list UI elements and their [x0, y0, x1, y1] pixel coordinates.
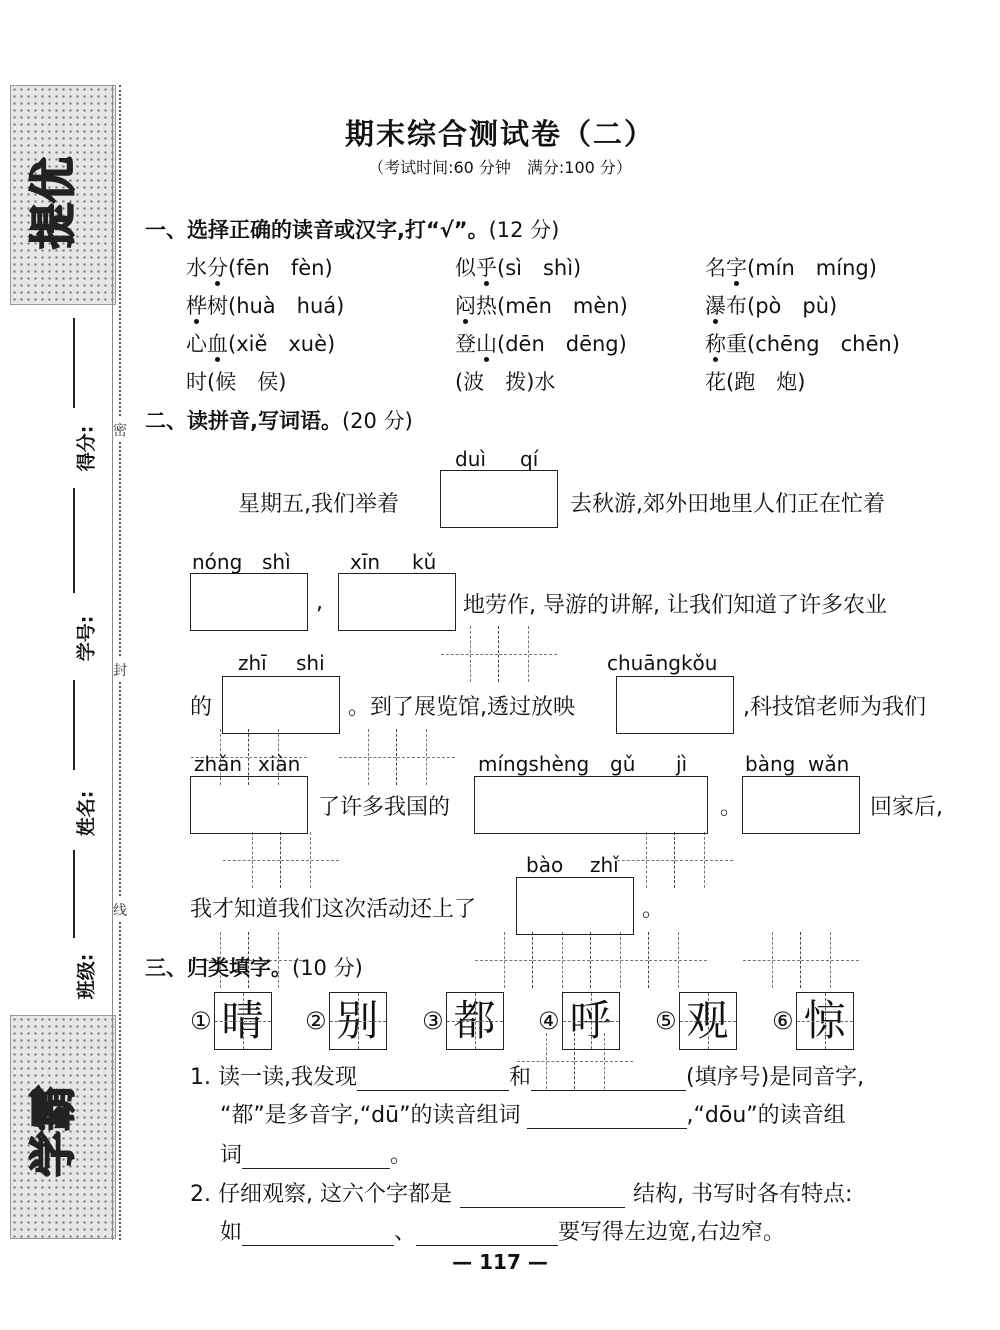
q2-text-c: 如: [220, 1220, 243, 1245]
item-text: 名: [705, 256, 726, 280]
dotted-char: 山: [476, 332, 497, 356]
answer-boxes-chuangkou[interactable]: [616, 676, 734, 734]
s2-text-9: 。: [720, 795, 743, 820]
dotted-char: 闷: [455, 294, 476, 318]
s2-text-5: 的: [190, 695, 213, 720]
item-text: (sì shì): [497, 256, 582, 280]
pinyin-zhi2: zhǐ: [590, 853, 619, 877]
pinyin-dui: duì: [455, 447, 486, 471]
q1-blank-4[interactable]: [242, 1146, 390, 1169]
q1-line3: [220, 1138, 412, 1169]
item-text: (跑 炮): [726, 370, 806, 394]
item-text: (xiě xuè): [228, 332, 336, 356]
char-item-4: [538, 990, 620, 1052]
section3-heading-text: 三、归类填字。: [145, 956, 292, 980]
answer-boxes-duiqi[interactable]: [440, 470, 558, 528]
section1-item[interactable]: [705, 328, 900, 358]
item-text: 树: [207, 294, 228, 318]
section3-points: (10 分): [292, 956, 363, 980]
q2-text-e: 要写得左边宽,右边窄。: [558, 1220, 786, 1245]
item-text: 登: [455, 332, 476, 356]
pinyin-mingsheng: míngshèng: [478, 752, 590, 776]
section1-item[interactable]: [455, 252, 581, 282]
pinyin-qi: qí: [520, 447, 539, 471]
dotted-char: 字: [726, 256, 747, 280]
char-item-3: [422, 990, 504, 1052]
char-box: 别: [329, 992, 387, 1050]
pinyin-ku: kǔ: [412, 550, 437, 574]
item-text: 水: [186, 256, 207, 280]
item-text: (mēn mèn): [497, 294, 628, 318]
char-number: ⑥: [772, 1007, 794, 1035]
seal-mark-xian: 线: [113, 898, 127, 922]
pinyin-ji: jì: [676, 752, 688, 776]
item-text: 心: [186, 332, 207, 356]
section1-item[interactable]: [455, 290, 628, 320]
s2-text-1: 星期五,我们举着: [238, 492, 399, 517]
section1-item[interactable]: [705, 252, 877, 282]
section1-item[interactable]: [186, 328, 335, 358]
q1-text-b: 和: [508, 1065, 531, 1090]
section1-heading: [145, 214, 559, 244]
char-item-2: [305, 990, 387, 1052]
s2-text-7: ,科技馆老师为我们: [743, 695, 926, 720]
q2-blank-3[interactable]: [416, 1223, 558, 1246]
char-number: ③: [422, 1007, 444, 1035]
pinyin-shi: shì: [262, 550, 291, 574]
section1-points: (12 分): [488, 218, 560, 242]
item-text: (huà huá): [228, 294, 345, 318]
seal-mark-mi: 密: [113, 418, 127, 442]
pinyin-bao: bào: [526, 853, 564, 877]
pinyin-shi2: shi: [296, 651, 325, 675]
item-text: 时: [186, 370, 207, 394]
q2-line1: [190, 1177, 852, 1208]
score-label: 得分:: [75, 425, 98, 472]
name-line[interactable]: [73, 680, 75, 770]
item-text: 似: [455, 256, 476, 280]
q1-text-a: 1. 读一读,我发现: [190, 1065, 357, 1090]
q1-blank-1[interactable]: [357, 1068, 509, 1091]
section2-heading-text: 二、读拼音,写词语。: [145, 409, 342, 433]
sidebar-top-word: 提优: [26, 157, 80, 249]
q2-blank-2[interactable]: [242, 1223, 394, 1246]
section1-item[interactable]: [705, 290, 837, 320]
char-number: ⑤: [655, 1007, 677, 1035]
score-line[interactable]: [73, 318, 75, 408]
char-box: 惊: [796, 992, 854, 1050]
pinyin-chuangkou: chuāngkǒu: [607, 651, 718, 675]
char-number: ④: [538, 1007, 560, 1035]
pinyin-zhi: zhī: [238, 651, 267, 675]
q2-text-a: 2. 仔细观察, 这六个字都是: [190, 1182, 452, 1207]
answer-boxes-zhishi[interactable]: [222, 676, 340, 734]
pinyin-xin: xīn: [350, 550, 381, 574]
item-text: 花: [705, 370, 726, 394]
student-id-label: 学号:: [75, 615, 98, 662]
item-text: (dēn dēng): [497, 332, 627, 356]
char-item-6: [772, 990, 854, 1052]
s2-text-4: 地劳作, 导游的讲解, 让我们知道了许多农业: [463, 593, 887, 618]
char-box: 观: [679, 992, 737, 1050]
item-text: 热: [476, 294, 497, 318]
q1-line2: [220, 1098, 846, 1129]
page-number: — 117 —: [452, 1250, 548, 1274]
q1-line1: [190, 1060, 864, 1091]
answer-boxes-baozhi[interactable]: [516, 877, 634, 935]
answer-boxes-nongshi[interactable]: [190, 573, 308, 631]
s2-text-10: 回家后,: [870, 795, 943, 820]
item-text: (mín míng): [747, 256, 877, 280]
q2-line2: [220, 1215, 785, 1246]
seal-mark-feng: 封: [113, 658, 127, 682]
answer-boxes-bangwan[interactable]: [742, 776, 860, 834]
class-line[interactable]: [73, 850, 75, 938]
q2-text-d: 、: [394, 1220, 417, 1245]
pinyin-bang: bàng: [745, 752, 796, 776]
item-text: (波 拨)水: [455, 370, 556, 394]
pinyin-zhan: zhǎn: [194, 752, 243, 776]
s2-text-3: ,: [316, 590, 323, 615]
pinyin-gu: gǔ: [610, 752, 636, 776]
pinyin-nong: nóng: [192, 550, 243, 574]
char-item-1: [190, 990, 272, 1052]
s2-text-11: 我才知道我们这次活动还上了: [190, 897, 477, 922]
char-number: ①: [190, 1007, 212, 1035]
char-box: 呼: [562, 992, 620, 1050]
char-box: 晴: [214, 992, 272, 1050]
s2-text-2: 去秋游,郊外田地里人们正在忙着: [570, 492, 885, 517]
section1-heading-text: 一、选择正确的读音或汉字,打“√”。: [145, 218, 489, 242]
dotted-char: 乎: [476, 256, 497, 280]
name-label: 姓名:: [75, 790, 98, 837]
section3-heading: [145, 952, 363, 982]
answer-boxes-mingshengguji[interactable]: [474, 776, 708, 834]
item-text: (fēn fèn): [228, 256, 333, 280]
section1-item[interactable]: [186, 366, 286, 396]
pinyin-wan: wǎn: [808, 752, 850, 776]
item-text: (候 侯): [207, 370, 287, 394]
dotted-char: 血: [207, 332, 228, 356]
section1-item[interactable]: [186, 290, 344, 320]
item-text: 布: [726, 294, 747, 318]
dotted-char: 称: [705, 332, 726, 356]
q1-blank-3[interactable]: [527, 1106, 687, 1129]
char-item-5: [655, 990, 737, 1052]
page-title: 期末综合测试卷（二）: [344, 117, 655, 151]
section2-heading: [145, 405, 413, 435]
dotted-char: 桦: [186, 294, 207, 318]
item-text: (chēng chēn): [747, 332, 900, 356]
sidebar-bottom-word: 学霸: [26, 1085, 80, 1177]
char-number: ②: [305, 1007, 327, 1035]
section1-item[interactable]: [186, 252, 333, 282]
q1-text-f: 词: [220, 1143, 243, 1168]
answer-boxes-xinku[interactable]: [338, 573, 456, 631]
q1-text-e: ,“dōu”的读音组: [686, 1103, 846, 1128]
s2-text-6: 。到了展览馆,透过放映: [348, 695, 575, 720]
q1-text-d: “都”是多音字,“dū”的读音组词: [220, 1103, 521, 1128]
item-text: 重: [726, 332, 747, 356]
q2-text-b: 结构, 书写时各有特点:: [632, 1182, 853, 1207]
pinyin-xian: xiàn: [258, 752, 301, 776]
student-id-line[interactable]: [73, 488, 75, 593]
class-label: 班级:: [75, 953, 98, 1000]
section1-item[interactable]: [705, 366, 805, 396]
q1-text-g: 。: [390, 1143, 413, 1168]
item-text: (pò pù): [747, 294, 838, 318]
q1-text-c: (填序号)是同音字,: [686, 1065, 865, 1090]
dotted-char: 瀑: [705, 294, 726, 318]
s2-text-8: 了许多我国的: [318, 795, 451, 820]
section1-item[interactable]: [455, 366, 555, 396]
char-box: 都: [446, 992, 504, 1050]
page-subtitle: （考试时间:60 分钟 满分:100 分）: [368, 158, 632, 177]
answer-boxes-zhanxian[interactable]: [190, 776, 308, 834]
section1-item[interactable]: [455, 328, 627, 358]
q2-blank-1[interactable]: [460, 1185, 625, 1208]
dotted-char: 分: [207, 256, 228, 280]
q1-blank-2[interactable]: [531, 1068, 686, 1091]
s2-text-12: 。: [642, 897, 665, 922]
section2-points: (20 分): [341, 409, 413, 433]
